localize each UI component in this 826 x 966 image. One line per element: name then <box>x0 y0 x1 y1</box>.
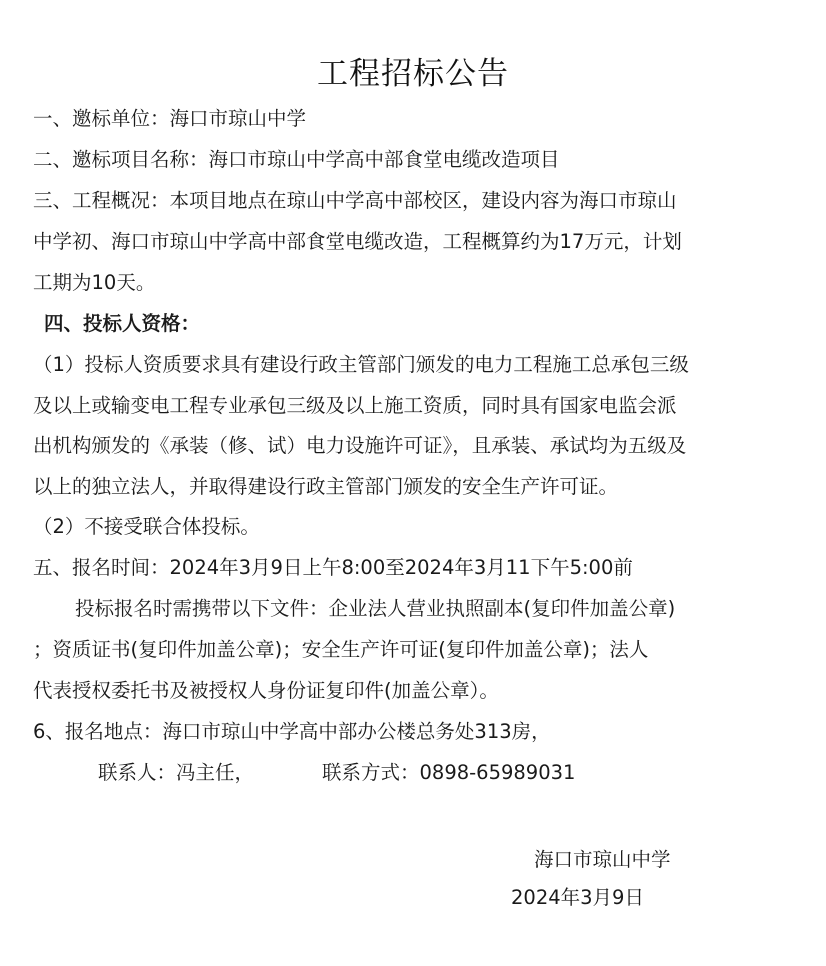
contact-phone: 联系方式：0898-65989031 <box>322 761 576 784</box>
line-documents-1: 投标报名时需携带以下文件：企业法人营业执照副本(复印件加盖公章) <box>75 597 676 620</box>
line-documents-2: ；资质证书(复印件加盖公章)；安全生产许可证(复印件加盖公章)；法人 <box>33 638 649 661</box>
section-heading-qualification: 四、投标人资格： <box>44 312 201 335</box>
line-no-consortium: （2）不接受联合体投标。 <box>33 515 260 538</box>
line-documents-3: 代表授权委托书及被授权人身份证复印件(加盖公章）。 <box>33 679 499 702</box>
line-bidding-unit: 一、邀标单位：海口市琼山中学 <box>33 107 307 130</box>
line-overview-2: 中学初、海口市琼山中学高中部食堂电缆改造，工程概算约为17万元，计划 <box>33 230 682 253</box>
line-overview-1: 三、工程概况：本项目地点在琼山中学高中部校区，建设内容为海口市琼山 <box>33 189 677 212</box>
page-title: 工程招标公告 <box>317 56 509 92</box>
line-project-name: 二、邀标项目名称：海口市琼山中学高中部食堂电缆改造项目 <box>33 148 560 171</box>
line-overview-3: 工期为10天。 <box>33 271 156 294</box>
line-qualification-4: 以上的独立法人，并取得建设行政主管部门颁发的安全生产许可证。 <box>33 475 619 498</box>
signature-date: 2024年3月9日 <box>511 886 644 909</box>
contact-person: 联系人：冯主任， <box>98 761 255 784</box>
line-qualification-1: （1）投标人资质要求具有建设行政主管部门颁发的电力工程施工总承包三级 <box>33 353 689 376</box>
line-qualification-3: 出机构颁发的《承装（修、试）电力设施许可证》，且承装、承试均为五级及 <box>33 434 687 457</box>
signature-org: 海口市琼山中学 <box>534 848 671 871</box>
line-registration-time: 五、报名时间：2024年3月9日上午8:00至2024年3月11下午5:00前 <box>33 556 633 579</box>
line-registration-location: 6、报名地点：海口市琼山中学高中部办公楼总务处313房， <box>33 720 551 743</box>
line-qualification-2: 及以上或输变电工程专业承包三级及以上施工资质，同时具有国家电监会派 <box>33 394 677 417</box>
